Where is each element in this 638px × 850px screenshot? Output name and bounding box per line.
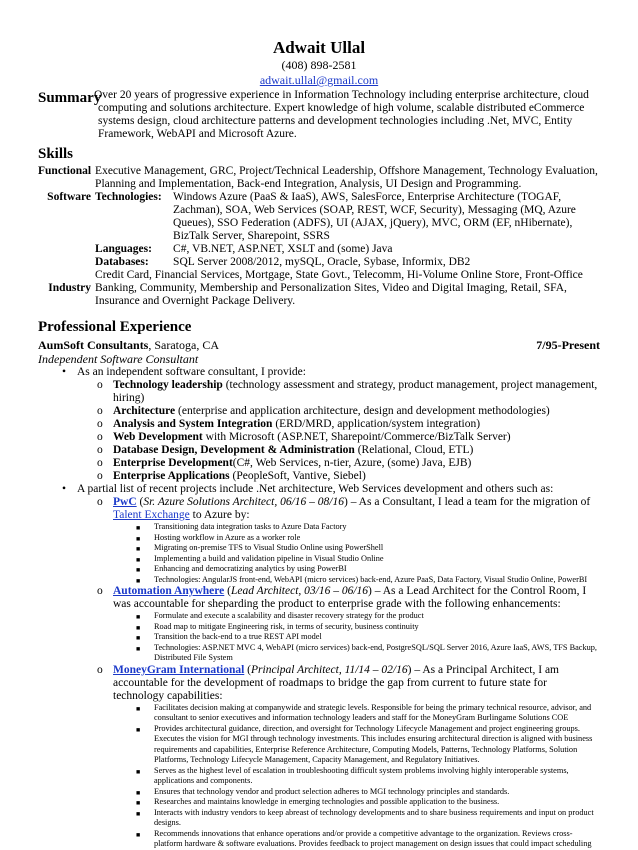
- project-list: [77, 496, 600, 850]
- project-client-link[interactable]: PwC: [113, 496, 137, 508]
- list-item: • A partial list of recent projects include .Net architecture, Web Services development and others such as: o PwC (Sr. Azure Solutions Architect, 06/16 – 08/16) – As a Consultant, I lead a team for the migration of Talent Exchange to Azure by: ■ Transitioning data integration tasks to Azure Data Factory ■ Hosting workflow in Azure as a worker role ■ Migrating on-premise TFS to Visual Studio Online using PowerShell ■ Implementing a build and validation pipeline in Visual Studio Online ■ Enhancing and democratizing analytics by using PowerBI ■ Technologies: AngularJS front-end, WebAPI (micro services) back-end, Azure PaaS, Data Factory, Visual Studio Online, PowerBI o Automation Anywhere (Lead Architect, 03/16 – 06/16) – As a Lead Architect for the Control Room, I was accountable for sheparding the product to enterprise grade with the following enhancements: ■ Formulate and execute a scalability and disaster recovery strategy for the product ■ Road map to mitigate Engineering risk, in terms of security, business continuity ■ Transition the back-end to a true REST API model ■ Technologies: ASP.NET MVC 4, WebAPI (micro services) back-end, PostgreSQL/SQL Server 2016, Azure IaaS, AWS, TFS Backup, Distributed File System o MoneyGram International (Principal Architect, 11/14 – 02/16) – As a Principal Architect, I am accountable for the development of roadmaps to bridge the gap from current to future state for technology capabilities: ■ Facilitates decision making at companywide and strategic levels. Responsible for being the primary technical resource, advisor, and consultant to senior executives and information technology leaders and staff for the MoneyGram Burlingame Solutions COE ■ Provides architectural guidance, direction, and oversight for Technology Lifecycle Management and project engineering groups. Executes the vision for MGI through technology investments. This includes ensuring architectural direction is aligned with business requirements and capabilities, Enterprise Reference Architecture, Computing Models, Patterns, Technology Platforms, Solution Platforms, Technology Lifecycle Management, Capacity Management, and Regulatory Initiatives. ■ Serves as the highest level of escalation in troubleshooting difficult system problems involving highly interoperable systems, applications and components. ■ Ensures that technology vendor and product selection adheres to MGI technology principles and standards. ■ Researches and maintains knowledge in emerging technologies and possible application to the business. ■ Interacts with industry vendors to keep abreast of technology developments and to share business requirements and input on product designs. ■ Recommends innovations that enhance operations and/or provide a competitive advantage to the organization. Reviews cross-platform hardware & software evaluations. Provides feedback to project management on design issues that could impact scheduling: [38, 483, 600, 850]
- project-item: [41, 585, 600, 664]
- circle-bullet-icon: o: [97, 457, 103, 469]
- project-item: [41, 496, 600, 585]
- provide-item: [41, 379, 600, 405]
- project-detail-item: [134, 554, 600, 565]
- project-detail-item: [134, 787, 600, 798]
- project-description: ) – As a Principal Architect, I am accountable for the development of roadmaps to bridge the gap from current to future state for technology capabilities:: [113, 663, 560, 702]
- project-detail-text: Transitioning data integration tasks to Azure Data Factory: [154, 522, 347, 531]
- provide-item: [41, 418, 600, 431]
- square-bullet-icon: ■: [136, 704, 141, 713]
- project-item: [41, 664, 600, 850]
- employment-dates: 7/95-Present: [536, 338, 600, 352]
- summary-text-first: Over 20 years of progressive experience in Information Technology including enterprise architecture, cloud: [94, 89, 589, 101]
- provide-item-text: (PeopleSoft, Vantive, Siebel): [229, 470, 366, 482]
- summary-text-rest: computing and solutions architecture. Expert knowledge of high volume, scalable distributed eCommerce systems design, cloud architecture patterns and development technologies including .Net, MVC, Entity Framework, WebAPI and Microsoft Azure.: [98, 102, 585, 140]
- job-role: Independent Software Consultant: [38, 352, 199, 366]
- project-detail-item: [134, 703, 600, 724]
- project-role: Principal Architect, 11/14 – 02/16: [251, 663, 408, 676]
- project-detail-item: [134, 829, 600, 850]
- project-detail-list: [134, 703, 600, 850]
- skills-functional-label: Functional: [38, 165, 92, 177]
- project-detail-list: [134, 611, 600, 664]
- project-detail-item: [134, 611, 600, 622]
- phone-number: (408) 898-2581: [281, 58, 357, 72]
- resume-header: [38, 38, 600, 88]
- provide-item-title: Enterprise Applications: [113, 470, 230, 482]
- skills-languages-row: [95, 243, 600, 256]
- project-details: [41, 522, 600, 585]
- company-name: AumSoft Consultants: [38, 338, 149, 352]
- skills-software-label: Software: [47, 191, 92, 203]
- project-detail-item: [134, 766, 600, 787]
- project-role: Lead Architect, 03/16 – 06/16: [231, 585, 369, 597]
- company-line: [38, 338, 600, 352]
- project-description: ) – As a Lead Architect for the Control Room, I was accountable for sheparding the product to enterprise grade with the following enhancements:: [113, 585, 587, 610]
- provide-item-title: Web Development: [113, 431, 203, 443]
- project-detail-text: Interacts with industry vendors to keep abreast of technology developments and to share business requirements and input on product designs.: [154, 807, 594, 827]
- provide-item-text: (enterprise and application architecture, design and development methodologies): [175, 405, 550, 417]
- circle-bullet-icon: o: [97, 418, 103, 430]
- square-bullet-icon: ■: [136, 767, 141, 776]
- project-detail-text: Hosting workflow in Azure as a worker role: [154, 532, 301, 542]
- square-bullet-icon: ■: [136, 534, 141, 543]
- project-details: [41, 703, 600, 850]
- project-paren: (: [244, 663, 251, 676]
- square-bullet-icon: ■: [136, 799, 141, 807]
- square-bullet-icon: ■: [136, 830, 141, 839]
- databases-text: SQL Server 2008/2012, mySQL, Oracle, Sybase, Informix, DB2: [173, 256, 471, 268]
- project-detail-text: Enhancing and democratizing analytics by using PowerBI: [154, 564, 347, 573]
- project-paren: (: [136, 496, 144, 508]
- skills-industry-label: Industry: [48, 282, 92, 294]
- circle-bullet-icon: o: [97, 663, 103, 676]
- provide-item-title: Technology leadership: [113, 379, 223, 391]
- circle-bullet-icon: o: [97, 379, 103, 391]
- square-bullet-icon: ■: [136, 545, 141, 553]
- project-detail-item: [134, 533, 600, 544]
- project-detail-text: Formulate and execute a scalability and disaster recovery strategy for the product: [154, 611, 424, 620]
- square-bullet-icon: ■: [136, 524, 141, 532]
- project-detail-item: [134, 543, 600, 554]
- square-bullet-icon: ■: [136, 809, 141, 818]
- skills-functional-text: Executive Management, GRC, Project/Technical Leadership, Offshore Management, Technology Evaluation, Planning and Implementation, Back-end Integration, Analysis, UI Design and Programming.: [95, 165, 598, 190]
- project-detail-text: Serves as the highest level of escalation in troubleshooting difficult system problems involving highly interoperable systems, applications and components.: [154, 765, 569, 785]
- provide-item-text: (ERD/MRD, application/system integration): [272, 418, 481, 430]
- languages-label: Languages:: [95, 243, 152, 255]
- list-item: • As an independent software consultant, I provide: o Technology leadership (technology assessment and strategy, product management, project management, hiring) o Architecture (enterprise and application architecture, design and development methodologies) o Analysis and System Integration (ERD/MRD, application/system integration) o Web Development with Microsoft (ASP.NET, Sharepoint/Commerce/BizTalk Server) o Database Design, Development & Administration (Relational, Cloud, ETL) o Enterprise Development(C#, Web Services, n-tier, Azure, (some) Java, EJB) o Enterprise Applications (PeopleSoft, Vantive, Siebel): [38, 366, 600, 483]
- project-detail-text: Researches and maintains knowledge in emerging technologies and possible application to the business.: [154, 797, 500, 806]
- project-detail-text: Migrating on-premise TFS to Visual Studio Online using PowerShell: [154, 543, 384, 552]
- circle-bullet-icon: o: [97, 405, 103, 417]
- project-client-link[interactable]: MoneyGram International: [113, 663, 245, 676]
- summary-label: Summary: [38, 90, 102, 106]
- square-bullet-icon: ■: [136, 634, 141, 642]
- talent-exchange-link[interactable]: Talent Exchange: [113, 509, 190, 521]
- summary-text: [94, 89, 600, 141]
- provide-item-title: Database Design, Development & Administration: [113, 444, 355, 456]
- project-detail-text: Implementing a build and validation pipeline in Visual Studio Online: [154, 553, 384, 563]
- project-detail-text: Recommends innovations that enhance operations and/or provide a competitive advantage to the organization. Reviews cross-platform hardware & software evaluations. Provides feedback to project management on design issues that could impact scheduling: [154, 828, 592, 848]
- project-detail-text: Transition the back-end to a true REST API model: [154, 632, 322, 641]
- project-paren: (: [224, 585, 231, 597]
- skills-table: [38, 165, 600, 308]
- project-detail-item: [134, 522, 600, 533]
- provide-item-title: Enterprise Development: [113, 457, 233, 469]
- skills-industry-text: Credit Card, Financial Services, Mortgage, State Govt., Telecomm, Hi-Volume Online Store, Front-Office Banking, Community, Membership and Personalization Sites, Video and Digital Imaging, Retail, SFA, Insurance and Overnight Package Delivery.: [95, 269, 583, 307]
- square-bullet-icon: ■: [136, 576, 141, 585]
- project-detail-text: Road map to mitigate Engineering risk, in terms of security, business continuity: [154, 621, 419, 631]
- project-detail-item: [134, 564, 600, 575]
- square-bullet-icon: ■: [136, 788, 141, 797]
- circle-bullet-icon: o: [97, 444, 103, 456]
- project-detail-list: [134, 522, 600, 585]
- project-details: [41, 611, 600, 664]
- square-bullet-icon: ■: [136, 725, 141, 734]
- square-bullet-icon: ■: [136, 555, 141, 564]
- project-detail-item: [134, 808, 600, 829]
- technologies-label: Technologies:: [95, 191, 162, 203]
- project-description: ) – As a Consultant, I lead a team for the migration of: [343, 496, 591, 508]
- provide-item: [41, 470, 600, 483]
- provide-item-title: Architecture: [113, 405, 176, 417]
- project-client-link[interactable]: Automation Anywhere: [113, 585, 225, 597]
- experience-heading: Professional Experience: [38, 319, 192, 335]
- provide-item: [41, 431, 600, 444]
- square-bullet-icon: ■: [136, 644, 141, 653]
- project-role: Sr. Azure Solutions Architect, 06/16 – 08/16: [143, 496, 344, 508]
- company-location: , Saratoga, CA: [148, 338, 220, 352]
- databases-label: Databases:: [95, 256, 149, 268]
- circle-bullet-icon: o: [97, 431, 103, 443]
- candidate-name: Adwait Ullal: [272, 38, 366, 57]
- provide-item-text: (Relational, Cloud, ETL): [354, 444, 474, 456]
- project-detail-item: [134, 622, 600, 633]
- project-detail-item: [134, 643, 600, 664]
- square-bullet-icon: ■: [136, 613, 141, 621]
- project-detail-text: Technologies: AngularJS front-end, WebAPI (micro services) back-end, Azure PaaS, Data Factory, Visual Studio Online, PowerBI: [154, 574, 588, 584]
- circle-bullet-icon: o: [97, 470, 103, 482]
- square-bullet-icon: ■: [136, 623, 141, 632]
- provide-item-text: with Microsoft (ASP.NET, Sharepoint/Commerce/BizTalk Server): [202, 431, 511, 443]
- circle-bullet-icon: o: [97, 585, 103, 597]
- provide-item: [41, 444, 600, 457]
- bullet-text: A partial list of recent projects include .Net architecture, Web Services development and others such as:: [77, 483, 554, 495]
- project-detail-item: [134, 797, 600, 808]
- project-description-tail: to Azure by:: [189, 509, 250, 521]
- provide-item-text: (technology assessment and strategy, product management, project management, hiring): [113, 379, 598, 404]
- summary-section: [38, 89, 600, 141]
- technologies-text: Windows Azure (PaaS & IaaS), AWS, SalesForce, Enterprise Architecture (TOGAF, Zachman), SOA, Web Services (SOAP, REST, WCF, Security), Messaging (MQ, Azure Queues), SSO Federation (ADFS), UI (AJAX, jQuery), MVC, ORM (EF, nHibernate), BizTalk Server, Sharepoint, SSRS: [173, 191, 576, 242]
- provide-list: [77, 379, 600, 483]
- project-detail-item: [134, 632, 600, 643]
- bullet-text: As an independent software consultant, I provide:: [77, 366, 306, 378]
- circle-bullet-icon: o: [97, 496, 103, 508]
- project-detail-item: [134, 724, 600, 766]
- languages-text: C#, VB.NET, ASP.NET, XSLT and (some) Java: [173, 243, 393, 255]
- skills-technologies-row: [95, 191, 600, 243]
- square-bullet-icon: ■: [136, 566, 141, 574]
- skills-databases-row: [95, 256, 600, 269]
- project-detail-text: Ensures that technology vendor and product selection adheres to MGI technology principles and standards.: [154, 786, 510, 796]
- experience-list: [38, 366, 600, 850]
- project-detail-item: [134, 575, 600, 586]
- email-link[interactable]: adwait.ullal@gmail.com: [259, 73, 379, 87]
- provide-item-text: (C#, Web Services, n-tier, Azure, (some) Java, EJB): [232, 457, 472, 469]
- skills-heading: Skills: [38, 146, 74, 162]
- project-detail-text: Facilitates decision making at companywide and strategic levels. Responsible for being the primary technical resource, advisor, and consultant to senior executives and information technology leaders and staff for the MoneyGram Burlingame Solutions COE: [154, 702, 592, 722]
- provide-item: [41, 457, 600, 470]
- project-detail-text: Technologies: ASP.NET MVC 4, WebAPI (micro services) back-end, PostgreSQL/SQL Server 2016, Azure IaaS, AWS, TFS Backup, Distributed File System: [154, 642, 597, 662]
- project-detail-text: Provides architectural guidance, direction, and oversight for Technology Lifecycle Management and project engineering groups. Executes the vision for MGI through technology investments. This includes ensuring architectural direction is aligned with business requirements and capabilities, Enterprise Reference Architecture, Computing Models, Patterns, Technology Platforms, Solution Platforms, Technology Lifecycle Management, Capacity Management, and Regulatory Initiatives.: [154, 723, 593, 764]
- provide-item-title: Analysis and System Integration: [113, 418, 273, 430]
- provide-item: [41, 405, 600, 418]
